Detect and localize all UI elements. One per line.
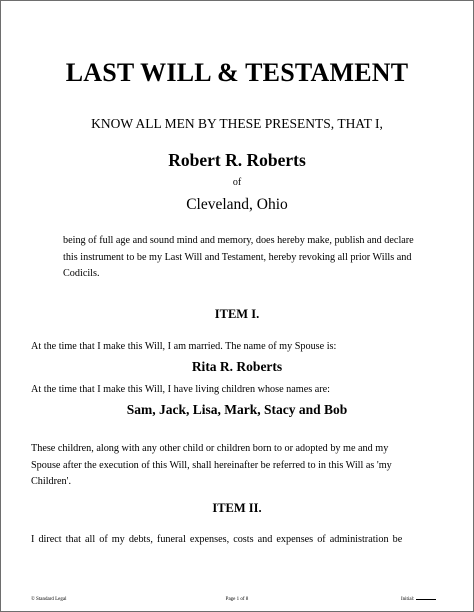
footer-copyright: © Standard Legal <box>31 597 67 602</box>
of-label: of <box>232 177 242 188</box>
children-paragraph-line: Spouse after the execution of this Will, shall hereinafter be referred to in this Will as 'my <box>31 459 392 471</box>
preamble: KNOW ALL MEN BY THESE PRESENTS, THAT I, <box>91 116 383 131</box>
footer-page-number: Page 1 of 8 <box>225 597 249 602</box>
testator-name: Robert R. Roberts <box>168 150 306 170</box>
document-title: LAST WILL & TESTAMENT <box>65 58 409 87</box>
children-intro: At the time that I make this Will, I have living children whose names are: <box>31 384 331 395</box>
item1-heading: ITEM I. <box>214 307 260 321</box>
declaration-paragraph <box>63 233 414 283</box>
declaration-line: this instrument to be my Last Will and Testament, hereby revoking all prior Wills and <box>63 251 412 263</box>
debts-clause: I direct that all of my debts, funeral expenses, costs and expenses of administration be <box>31 534 403 545</box>
children-paragraph <box>31 441 392 491</box>
initial-label: Initial: <box>401 597 415 602</box>
declaration-line: being of full age and sound mind and memory, does hereby make, publish and declare <box>63 235 414 246</box>
testator-city: Cleveland, Ohio <box>186 196 288 213</box>
spouse-name: Rita R. Roberts <box>191 359 283 374</box>
children-names: Sam, Jack, Lisa, Mark, Stacy and Bob <box>126 402 348 417</box>
footer-initial <box>401 597 436 602</box>
initial-blank-line <box>416 599 436 600</box>
children-paragraph-line: Children'. <box>31 476 72 487</box>
children-paragraph-line: These children, along with any other child or children born to or adopted by me and my <box>31 443 389 454</box>
declaration-line: Codicils. <box>63 268 100 279</box>
spouse-intro: At the time that I make this Will, I am married. The name of my Spouse is: <box>31 341 337 352</box>
item2-heading: ITEM II. <box>212 501 262 515</box>
